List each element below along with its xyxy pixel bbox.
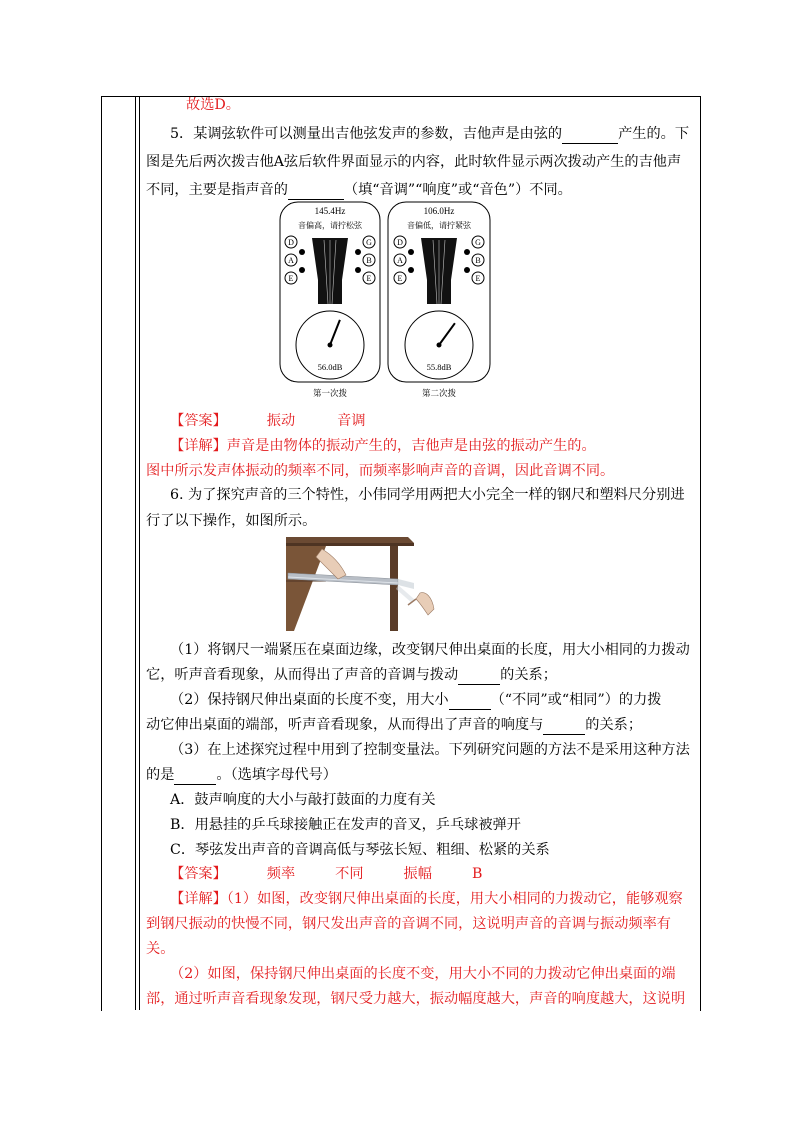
panel2-peg-B: B <box>475 256 481 265</box>
q5-blank-1 <box>562 129 618 144</box>
q6-answer-tag: 【答案】 <box>170 866 227 882</box>
panel2-db: 55.8dB <box>426 362 452 372</box>
q6-part3-text: 的是 <box>146 767 175 783</box>
q6-detail-1b: 到钢尺振动的快慢不同，钢尺发出声音的音调不同，这说明声音的音调与振动频率有 <box>146 916 671 932</box>
q6-option-a: A．鼓声响度的大小与敲打鼓面的力度有关 <box>170 792 436 808</box>
q6-part2-line2 <box>146 715 694 735</box>
q6-answer <box>170 864 718 884</box>
q6-detail-1a-text: （1）如图，改变钢尺伸出桌面的长度，用大小相同的力拨动它，能够观察 <box>226 891 683 907</box>
panel1-peg-G: G <box>366 238 372 247</box>
q5-answer <box>170 411 718 431</box>
q5-line3-text-b: （填“音调”“响度”或“音色”）不同。 <box>343 182 572 198</box>
panel1-peg-D: D <box>288 238 294 247</box>
q5-answer-2: 音调 <box>337 413 366 429</box>
q6-option-c: C．琴弦发出声音的音调高低与琴弦长短、粗细、松紧的关系 <box>170 842 550 858</box>
q6-part3-text-c: 。（选填字母代号） <box>216 767 337 783</box>
q6-blank-2 <box>449 695 491 710</box>
q6-part2-text-d: 的关系； <box>585 717 643 733</box>
q6-answer-1: 频率 <box>266 866 296 882</box>
tuner-panel-1 <box>280 202 380 398</box>
panel2-peg-A: A <box>397 256 403 265</box>
q5-detail-tag: 【详解】 <box>170 438 227 454</box>
q6-part1-text-end: 的关系； <box>500 667 557 683</box>
panel1-caption: 第一次拨 <box>312 388 348 398</box>
q6-blank-3 <box>543 720 585 735</box>
panel2-peg-E2: E <box>475 274 481 283</box>
q6-detail-tag: 【详解】 <box>170 891 227 907</box>
q5-line3 <box>146 180 694 200</box>
q5-line3-text: 不同，主要是指声音的 <box>146 182 288 198</box>
ruler-experiment-figure <box>286 537 438 631</box>
q5-detail-2: 图中所示发声体振动的频率不同，而频率影响声音的音调，因此音调不同。 <box>146 463 615 479</box>
panel2-peg-G: G <box>475 238 481 247</box>
q6-part2-line1 <box>170 690 718 710</box>
q5-detail-1 <box>170 436 718 456</box>
q5-blank-2 <box>288 185 344 200</box>
q6-part3-line1: （3）在上述探究过程中用到了控制变量法。下列研究问题的方法不是采用这种方法 <box>170 742 690 758</box>
table-column-divider-inner <box>139 96 140 1010</box>
q6-answer-3: 振幅 <box>403 866 432 882</box>
q6-part2-text: （2）保持钢尺伸出桌面的长度不变，用大小 <box>170 692 449 708</box>
q6-part1-text: 它，听声音看现象，从而得出了声音的音调与拨动 <box>146 667 459 683</box>
q6-part3-line2 <box>146 765 694 785</box>
q5-text-after: 产生的。下 <box>618 126 690 142</box>
panel2-freq: 106.0Hz <box>423 206 455 216</box>
q6-blank-4 <box>174 770 216 785</box>
q6-detail-1c: 关。 <box>146 941 175 957</box>
q6-option-b: B．用悬挂的乒乓球接触正在发声的音叉，乒乓球被弹开 <box>170 817 521 833</box>
q6-line1: 6. 为了探究声音的三个特性，小伟同学用两把大小完全一样的钢尺和塑料尺分别进 <box>170 487 685 503</box>
panel1-peg-E2: E <box>366 274 372 283</box>
panel1-peg-E: E <box>288 274 294 283</box>
q6-part2-text-c: 动它伸出桌面的端部，听声音看现象，从而得出了声音的响度与 <box>146 717 544 733</box>
q6-detail-2a: （2）如图，保持钢尺伸出桌面的长度不变，用大小不同的力拨动它伸出桌面的端 <box>170 966 676 982</box>
panel2-caption: 第二次拨 <box>421 388 457 398</box>
panel2-peg-D: D <box>397 238 403 247</box>
q6-detail-1a <box>170 889 718 909</box>
q6-part1-line2 <box>146 665 694 685</box>
q5-detail-1-text: 声音是由物体的振动产生的，吉他声是由弦的振动产生的。 <box>226 438 596 454</box>
guitar-tuner-figure <box>276 200 496 400</box>
q5-line1 <box>170 124 718 144</box>
panel1-peg-A: A <box>288 256 294 265</box>
panel2-peg-E: E <box>397 274 403 283</box>
q5-text: 5．某调弦软件可以测量出吉他弦发声的参数，吉他声是由弦的 <box>170 126 563 142</box>
q6-part2-text-b: （“不同”或“相同”）的力拨 <box>490 692 662 708</box>
q5-answer-tag: 【答案】 <box>170 413 227 429</box>
panel1-hint: 音偏高，请拧松弦 <box>298 221 362 230</box>
panel1-peg-B: B <box>366 256 372 265</box>
panel1-freq: 145.4Hz <box>314 206 346 216</box>
q6-part1-line1: （1）将钢尺一端紧压在桌面边缘，改变钢尺伸出桌面的长度，用大小相同的力拨动 <box>170 642 690 658</box>
q6-answer-4: B <box>471 866 483 882</box>
q6-answer-2: 不同 <box>335 866 364 882</box>
panel1-db: 56.0dB <box>317 362 343 372</box>
tuner-panel-2 <box>388 202 490 398</box>
q5-answer-1: 振动 <box>266 413 296 429</box>
q5-line2: 图是先后两次拨吉他A弦后软件界面显示的内容，此时软件显示两次拨动产生的吉他声 <box>146 154 682 170</box>
q6-blank-1 <box>458 670 500 685</box>
panel2-hint: 音偏低，请拧紧弦 <box>407 221 471 230</box>
q6-line2: 行了以下操作，如图所示。 <box>146 513 317 529</box>
q6-detail-2b: 部，通过听声音看现象发现，钢尺受力越大，振动幅度越大，声音的响度越大，这说明 <box>146 991 686 1007</box>
table-column-divider <box>135 96 136 1010</box>
previous-answer: 故选D。 <box>186 97 240 113</box>
